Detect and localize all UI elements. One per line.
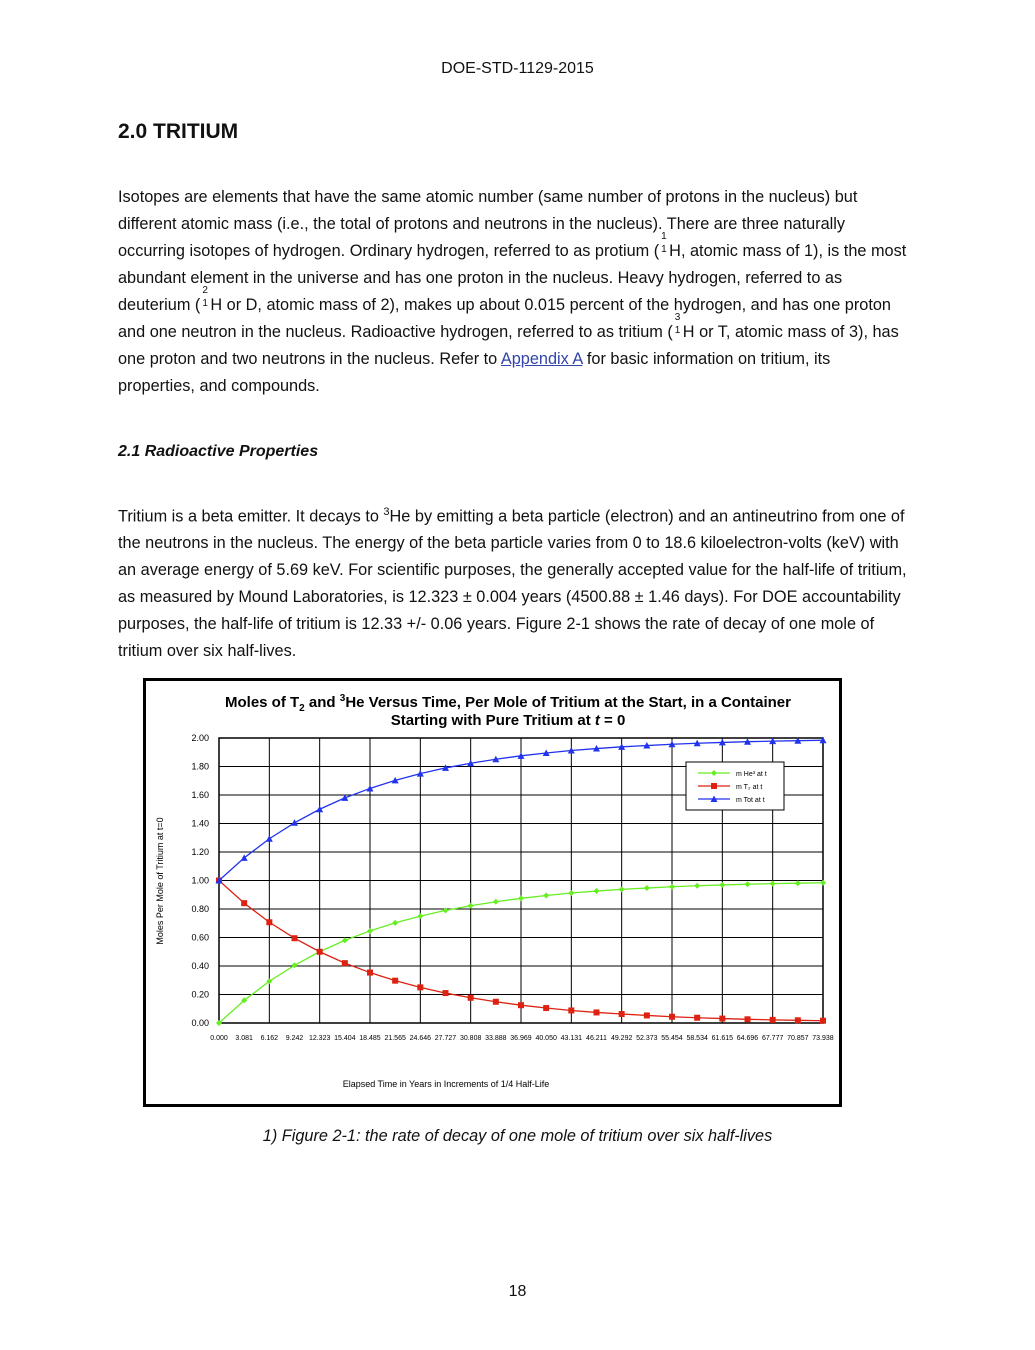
x-tick-label: 67.777 — [761, 1035, 784, 1042]
x-tick-label: 0.000 — [210, 1035, 228, 1042]
x-tick-label: 70.857 — [787, 1035, 809, 1042]
y-axis-label: Moles Per Mole of Tritium at t=0 — [155, 817, 165, 945]
data-point-t2 — [417, 984, 423, 990]
data-point-t2 — [619, 1011, 625, 1017]
x-tick-label: 43.131 — [560, 1035, 583, 1042]
y-tick-label: 1.80 — [191, 761, 209, 772]
data-point-t2 — [770, 1017, 776, 1023]
data-point-t2 — [367, 970, 373, 976]
x-tick-label: 73.938 — [812, 1035, 834, 1042]
y-tick-label: 1.00 — [191, 875, 209, 886]
x-tick-label: 52.373 — [636, 1035, 658, 1042]
x-tick-label: 24.646 — [409, 1035, 432, 1042]
y-tick-label: 0.20 — [191, 989, 209, 1000]
x-tick-label: 30.808 — [459, 1035, 482, 1042]
para-text: Isotopes are elements that have the same atomic number (same number of protons in the nucleus) but different atomic mass (i.e., the total of protons and neutrons in the nucleus). There are three naturally occurring isotopes of hydrogen. Ordinary hydrogen, referred to as protium ( — [118, 188, 858, 260]
subsection-title: 2.1 Radioactive Properties — [118, 443, 319, 460]
y-tick-labels — [191, 733, 209, 1028]
data-point-t2 — [795, 1017, 801, 1023]
x-axis-label: Elapsed Time in Years in Increments of 1/4 Half-Life — [342, 1079, 550, 1089]
x-tick-label: 27.727 — [434, 1035, 457, 1042]
x-tick-label: 64.696 — [736, 1035, 759, 1042]
data-point-t2 — [719, 1016, 725, 1022]
paragraph-radioactive-properties: Tritium is a beta emitter. It decays to $^3$He by emitting a beta particle (electron) and an antineutrino from one of the neutrons in the nucleus. The energy of the beta particle varies from 0 to 18.6 kiloelectron-volts (keV) with an average energy of 5.69 keV. For scientific purposes, the generally accepted value for the half-life of tritium, as measured by Mound Laboratories, is 12.323 ± 0.004 years (4500.88 ± 1.46 days). For DOE accountability purposes, the half-life of tritium is 12.33 +/- 0.06 years. Figure 2-1 shows the rate of decay of one mole of tritium over six half-lives. — [118, 506, 907, 661]
x-tick-label: 55.454 — [661, 1035, 683, 1042]
data-point-t2 — [644, 1012, 650, 1018]
y-tick-label: 1.20 — [191, 847, 209, 857]
page-number: 18 — [508, 1283, 527, 1300]
data-point-t2 — [745, 1016, 751, 1022]
y-tick-label: 0.00 — [191, 1018, 209, 1028]
x-tick-label: 46.211 — [586, 1035, 607, 1042]
data-point-t2 — [317, 949, 323, 955]
x-tick-label: 36.969 — [510, 1035, 532, 1042]
data-point-t2 — [518, 1002, 524, 1008]
data-point-t2 — [392, 978, 398, 984]
x-tick-label: 12.323 — [308, 1035, 331, 1042]
y-tick-label: 0.60 — [191, 932, 209, 943]
x-tick-label: 18.485 — [359, 1035, 381, 1042]
data-point-t2 — [694, 1015, 700, 1021]
figure-caption: 1) Figure 2-1: the rate of decay of one mole of tritium over six half-lives — [262, 1127, 773, 1145]
y-tick-label: 1.60 — [191, 790, 209, 800]
y-tick-label: 0.80 — [191, 904, 209, 914]
data-point-t2 — [493, 999, 499, 1005]
x-tick-label: 33.888 — [485, 1035, 507, 1042]
data-point-t2 — [820, 1018, 826, 1024]
chart-title-line2: Starting with Pure Tritium at t = 0 — [390, 712, 626, 729]
chart-legend — [686, 762, 784, 810]
x-tick-label: 6.162 — [260, 1035, 279, 1042]
y-tick-label: 0.40 — [191, 961, 209, 971]
protium-isotope-notation: 1 1 — [661, 231, 667, 255]
x-tick-label: 49.292 — [610, 1035, 633, 1042]
data-point-t2 — [266, 919, 272, 925]
section-title: 2.0 TRITIUM — [118, 120, 239, 143]
x-tick-label: 61.615 — [711, 1035, 734, 1042]
data-point-t2 — [543, 1005, 549, 1011]
document-header: DOE-STD-1129-2015 — [441, 60, 594, 77]
x-tick-label: 58.534 — [686, 1035, 708, 1042]
chart-title-line1: Moles of $T_2$ and $^3$He Versus Time, Per Mole of Tritium at the Start, in a Container — [225, 693, 791, 714]
x-tick-label: 15.404 — [334, 1035, 356, 1042]
data-point-t2 — [241, 900, 247, 906]
data-point-t2 — [669, 1014, 675, 1020]
x-tick-label: 9.242 — [285, 1035, 304, 1042]
y-tick-label: 1.40 — [191, 818, 209, 829]
x-tick-label: 21.565 — [384, 1035, 406, 1042]
x-tick-label: 40.050 — [535, 1035, 557, 1042]
x-tick-label: 3.081 — [235, 1035, 253, 1042]
legend-label: m He³ at t — [736, 771, 767, 778]
appendix-a-link[interactable]: Appendix A — [500, 350, 583, 368]
legend-marker — [711, 783, 717, 789]
data-point-t2 — [292, 935, 298, 941]
y-tick-label: 2.00 — [191, 733, 209, 743]
decay-chart-frame — [143, 678, 842, 1107]
data-point-t2 — [568, 1007, 574, 1013]
helium-mass-superscript: 3 — [383, 506, 390, 518]
data-point-t2 — [468, 995, 474, 1001]
data-point-t2 — [594, 1009, 600, 1015]
tritium-isotope-notation: 3 1 — [674, 312, 681, 336]
legend-label: m T₂ at t — [736, 784, 763, 791]
paragraph-isotopes: Isotopes are elements that have the same atomic number (same number of protons in the nucleus) but different atomic mass (i.e., the total of protons and neutrons in the nucleus). There are three naturally occurring isotopes of hydrogen. Ordinary hydrogen, referred to as protium ( 1 1 H, atomic mass of 1), is the most abundant element in the universe and has one proton in the nucleus. Heavy hydrogen, referred to as deuterium ( 2 1 H or D, atomic mass of 2), makes up about 0.015 percent of the hydrogen, and has one proton and one neutron in the nucleus. Radioactive hydrogen, referred to as tritium ( 3 1 H or T, atomic mass of 3), has one proton and two neutrons in the nucleus. Refer to Appendix A for basic information on tritium, its properties, and compounds. — [118, 188, 907, 395]
data-point-t2 — [342, 960, 348, 966]
legend-label: m Tot at t — [736, 797, 765, 804]
data-point-t2 — [443, 990, 449, 996]
decay-chart — [146, 681, 839, 1104]
x-tick-labels — [210, 1035, 834, 1042]
deuterium-isotope-notation: 2 1 — [202, 285, 208, 309]
